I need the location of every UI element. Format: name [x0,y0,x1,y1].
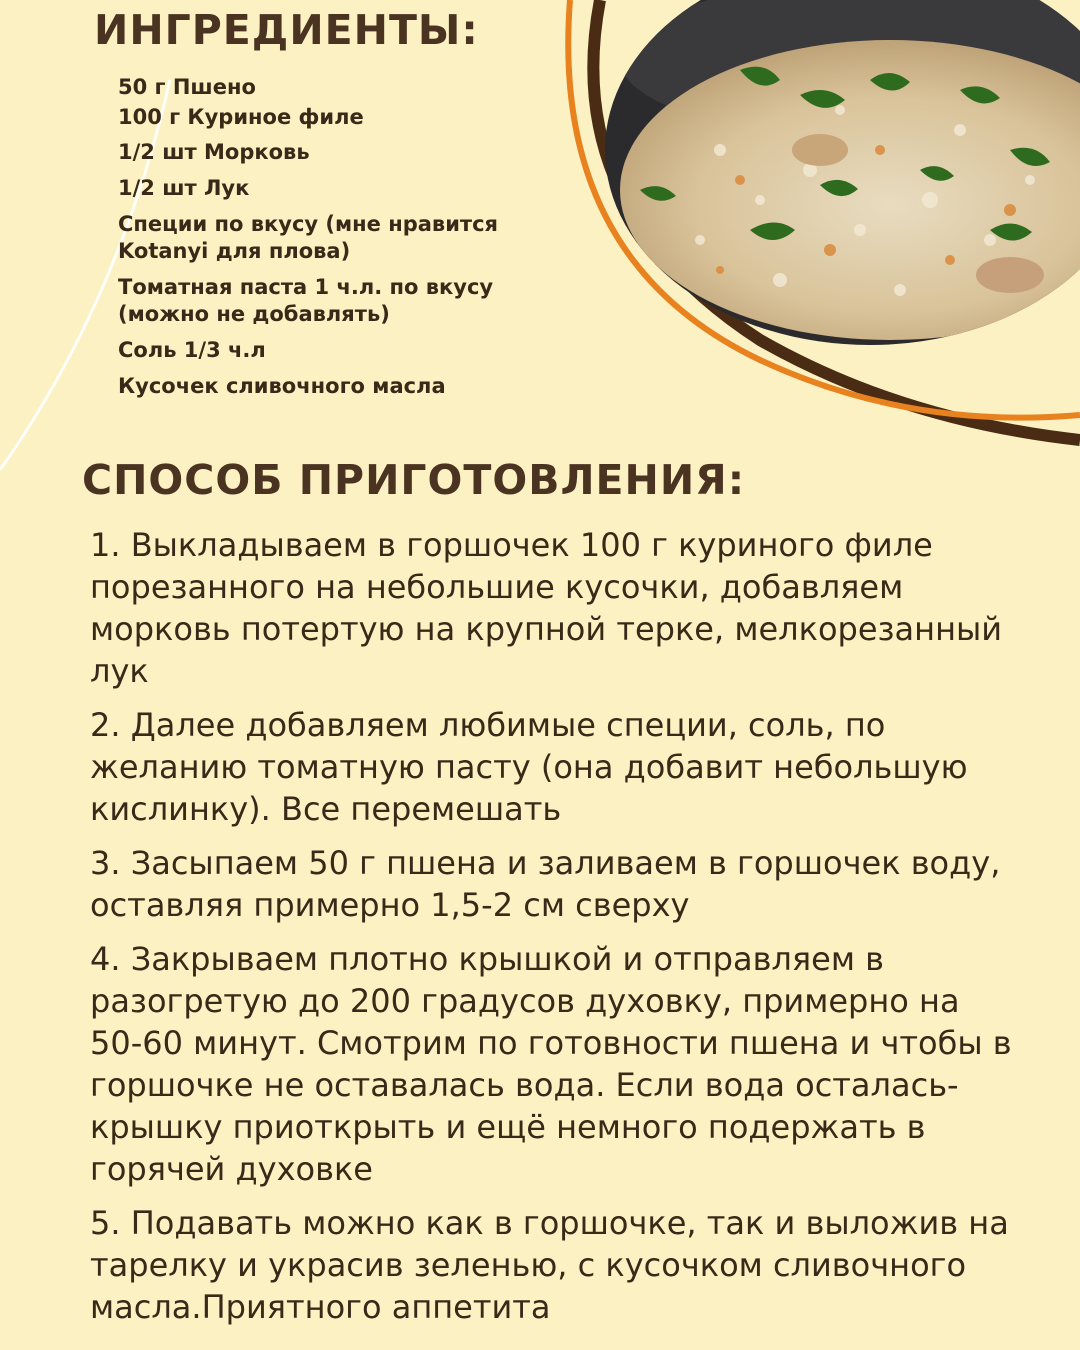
ingredient-item: Соль 1/3 ч.л [118,338,266,362]
ingredient-item: Томатная паста 1 ч.л. по вкусу (можно не добавлять) [118,275,494,326]
ingredient-item: 1/2 шт Лук [118,176,250,200]
ingredient-item: Кусочек сливочного масла [118,374,446,398]
method-step-4: 4. Закрываем плотно крышкой и отправляем в разогретую до 200 градусов духовку, примерно на 50-60 минут. Смотрим по готовности пшена и чтобы в горшочке не оставалась вода. Если вода осталась- крышку приоткрыть и ещё немного подержать в горячей духовке [90,940,1012,1188]
ingredient-item: Специи по вкусу (мне нравится Kotanyi для плова) [118,212,499,263]
method-step-3: 3. Засыпаем 50 г пшена и заливаем в горшочек воду, оставляя примерно 1,5-2 см сверху [90,844,1001,924]
method-title: СПОСОБ ПРИГОТОВЛЕНИЯ: [82,456,746,504]
method-step-2: 2. Далее добавляем любимые специи, соль, по желанию томатную пасту (она добавит небольшую кислинку). Все перемешать [90,706,968,828]
method-step-5: 5. Подавать можно как в горшочке, так и выложив на тарелку и украсив зеленью, с кусочком сливочного масла.Приятного аппетита [90,1204,1009,1326]
ingredient-item: 1/2 шт Морковь [118,140,310,164]
method-steps [90,524,1020,1340]
ingredients-title: ИНГРЕДИЕНТЫ: [94,6,479,54]
ingredient-item: 50 г Пшено [118,75,256,99]
method-step-1: 1. Выкладываем в горшочек 100 г куриного филе порезанного на небольшие кусочки, добавляем морковь потертую на крупной терке, мелкорезанный лук [90,526,1003,690]
ingredient-item: 100 г Куриное филе [118,105,364,129]
ingredients-list [118,74,518,409]
dish-photo [600,0,1080,370]
